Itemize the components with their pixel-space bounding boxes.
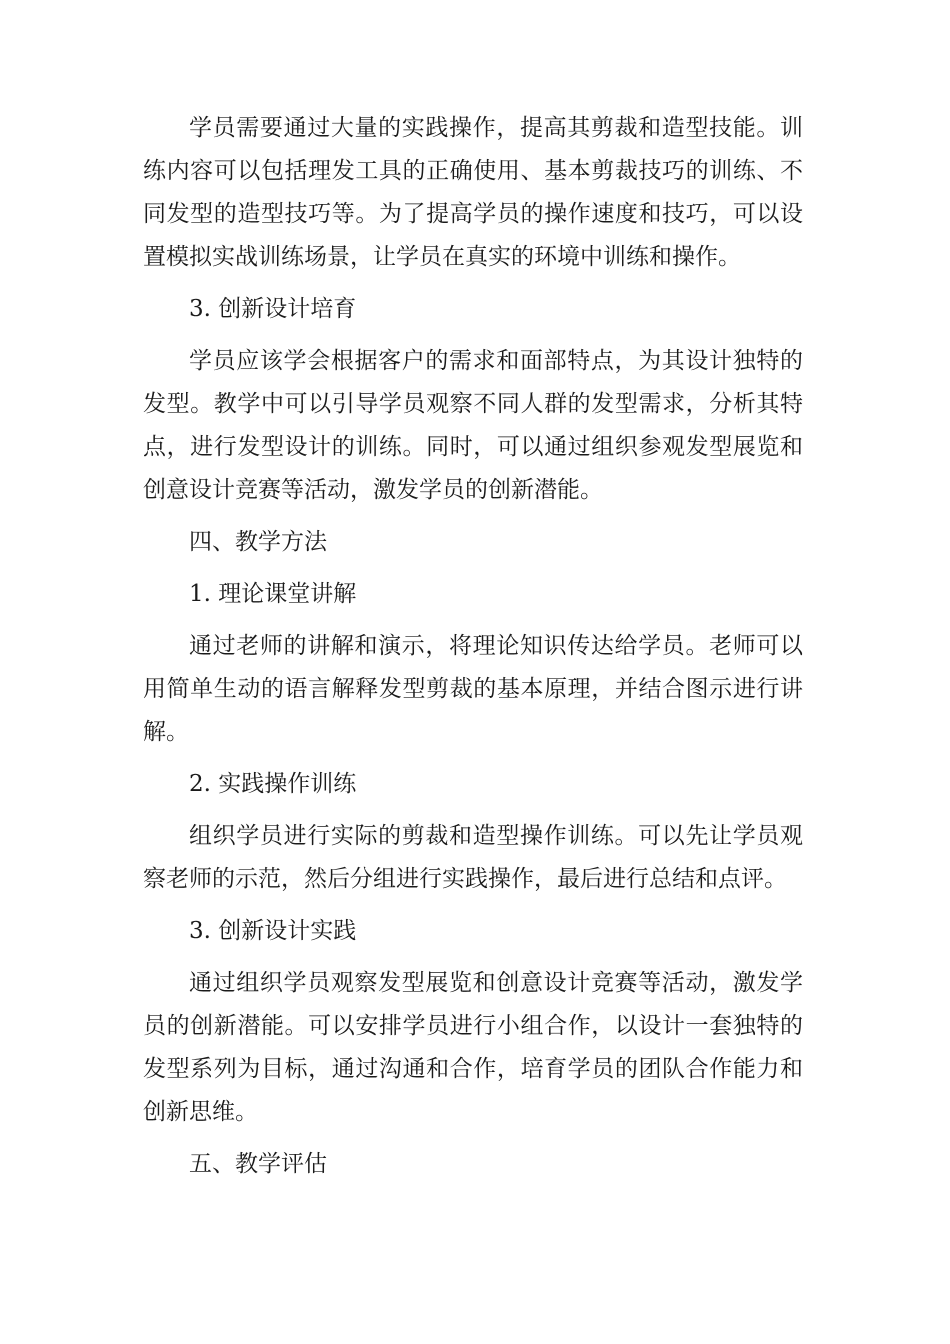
heading-practice-operation: 2. 实践操作训练: [189, 771, 357, 797]
document-body: [143, 107, 803, 1195]
heading-teaching-methods: 四、教学方法: [189, 529, 327, 555]
heading-theory-lecture: 1. 理论课堂讲解: [189, 581, 357, 607]
paragraph-practice-operation: 组织学员进行实际的剪裁和造型操作训练。可以先让学员观察老师的示范，然后分组进行实践操作，最后进行总结和点评。: [143, 823, 803, 892]
paragraph-practice-training: 学员需要通过大量的实践操作，提高其剪裁和造型技能。训练内容可以包括理发工具的正确使用、基本剪裁技巧的训练、不同发型的造型技巧等。为了提高学员的操作速度和技巧，可以设置模拟实战训练场景，让学员在真实的环境中训练和操作。: [143, 115, 803, 270]
heading-innovative-design-cultivation: 3. 创新设计培育: [189, 296, 357, 322]
heading-teaching-evaluation: 五、教学评估: [189, 1151, 327, 1177]
paragraph-innovative-design-practice: 通过组织学员观察发型展览和创意设计竞赛等活动，激发学员的创新潜能。可以安排学员进行小组合作，以设计一套独特的发型系列为目标，通过沟通和合作，培育学员的团队合作能力和创新思维。: [143, 970, 803, 1125]
paragraph-theory-lecture: 通过老师的讲解和演示，将理论知识传达给学员。老师可以用简单生动的语言解释发型剪裁的基本原理，并结合图示进行讲解。: [143, 633, 803, 745]
heading-innovative-design-practice: 3. 创新设计实践: [189, 918, 357, 944]
paragraph-innovative-design: 学员应该学会根据客户的需求和面部特点，为其设计独特的发型。教学中可以引导学员观察不同人群的发型需求，分析其特点，进行发型设计的训练。同时，可以通过组织参观发型展览和创意设计竞赛等活动，激发学员的创新潜能。: [143, 348, 803, 503]
